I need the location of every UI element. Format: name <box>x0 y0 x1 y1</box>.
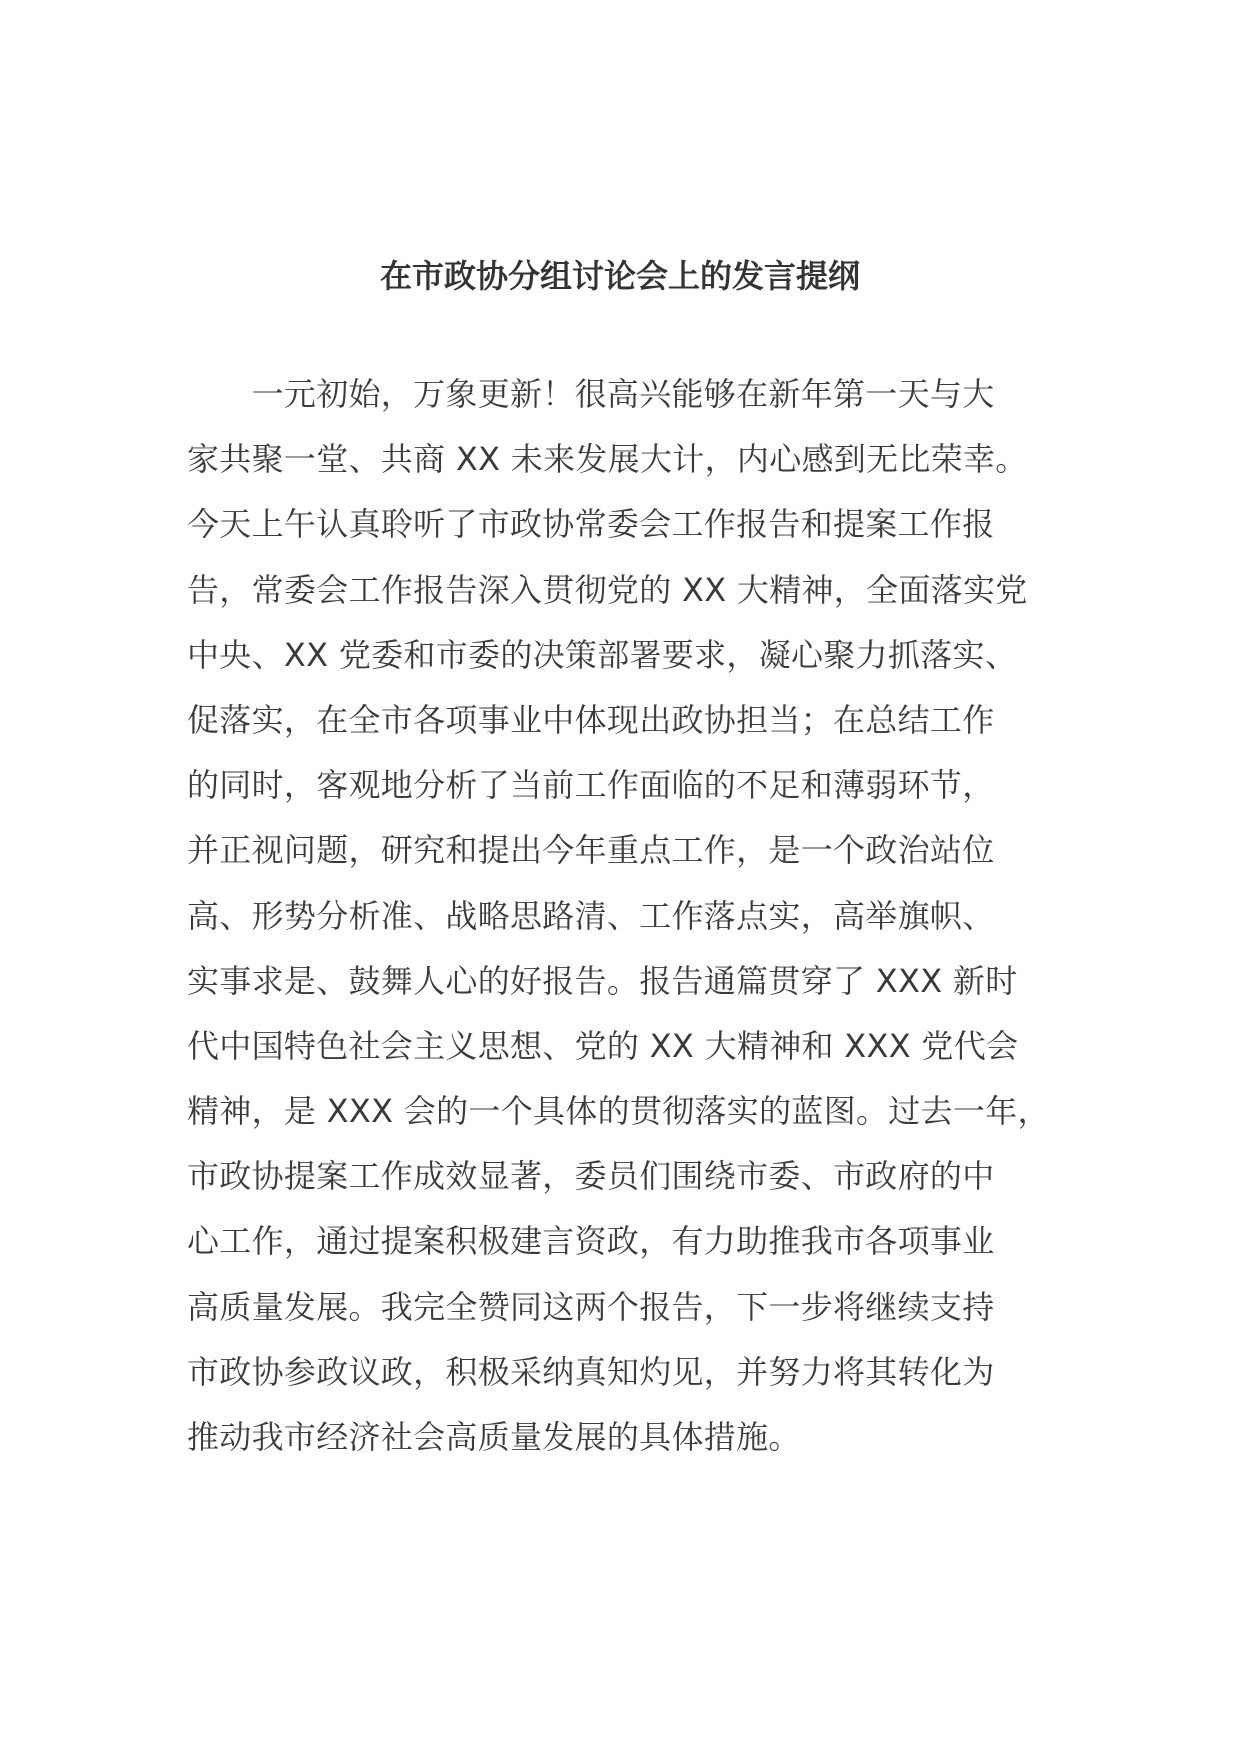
body-line: 今天上午认真聆听了市政协常委会工作报告和提案工作报 <box>187 505 995 544</box>
body-line: 推动我市经济社会高质量发展的具体措施。 <box>187 1418 801 1456</box>
body-line: 高质量发展。我完全赞同这两个报告，下一步将继续支持 <box>187 1287 995 1326</box>
body-line: 精神，是 XXX 会的一个具体的贯彻落实的蓝图。过去一年， <box>187 1092 1050 1131</box>
body-line: 市政协参政议政，积极采纳真知灼见，并努力将其转化为 <box>187 1352 995 1391</box>
body-line: 实事求是、鼓舞人心的好报告。报告通篇贯穿了 XXX 新时 <box>187 961 1018 1000</box>
body-line: 中央、XX 党委和市委的决策部署要求，凝心聚力抓落实、 <box>187 635 1018 674</box>
body-line: 代中国特色社会主义思想、党的 XX 大精神和 XXX 党代会 <box>187 1026 1019 1065</box>
document-body <box>187 362 1067 1470</box>
body-line: 市政协提案工作成效显著，委员们围绕市委、市政府的中 <box>187 1157 995 1196</box>
body-line: 促落实，在全市各项事业中体现出政协担当；在总结工作 <box>187 700 995 739</box>
body-line: 家共聚一堂、共商 XX 未来发展大计，内心感到无比荣幸。 <box>187 440 1028 479</box>
body-line: 心工作，通过提案积极建言资政，有力助推我市各项事业 <box>187 1222 995 1261</box>
body-line: 高、形势分析准、战略思路清、工作落点实，高举旗帜、 <box>187 896 995 935</box>
body-line: 告，常委会工作报告深入贯彻党的 XX 大精神，全面落实党 <box>187 570 1028 609</box>
body-line: 的同时，客观地分析了当前工作面临的不足和薄弱环节， <box>187 766 995 805</box>
document-title: 在市政协分组讨论会上的发言提纲 <box>379 257 860 295</box>
body-line: 并正视问题，研究和提出今年重点工作，是一个政治站位 <box>187 831 995 870</box>
body-line: 一元初始，万象更新！很高兴能够在新年第一天与大 <box>187 375 995 413</box>
